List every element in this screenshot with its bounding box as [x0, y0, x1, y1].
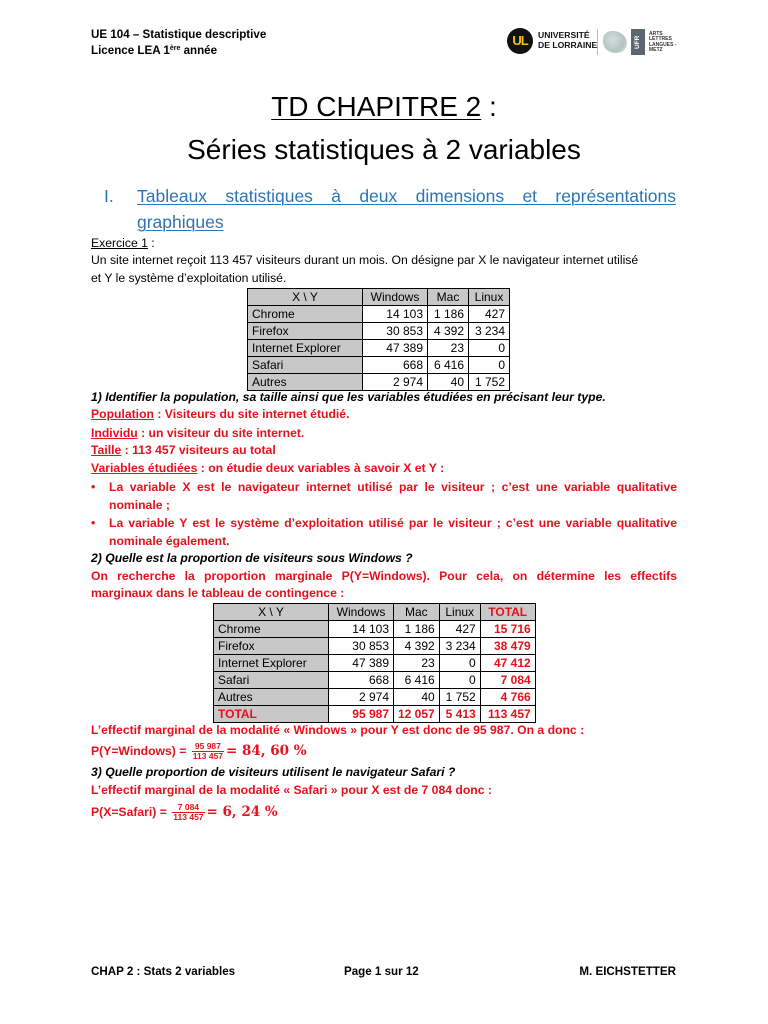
table-row: Chrome 14 103 1 186 427 15 716	[214, 621, 536, 638]
logo-divider	[597, 29, 598, 55]
table-total-row: TOTAL 95 987 12 057 5 413 113 457	[214, 706, 536, 723]
page-subtitle: Séries statistiques à 2 variables	[187, 134, 581, 165]
faculty-name: ARTS LETTRES LANGUES - METZ	[649, 31, 677, 54]
windows-marginal-text: L’effectif marginal de la modalité « Windows » pour Y est donc de 95 987. On a donc :	[91, 723, 585, 737]
table-row: Chrome 14 103 1 186 427	[248, 306, 510, 323]
section-number: I.	[104, 186, 114, 206]
ufr-badge: UFR	[631, 29, 645, 55]
bullet-icon: •	[91, 480, 96, 494]
page-title: TD CHAPITRE 2 :	[271, 91, 497, 122]
table-row: Autres 2 974 40 1 752	[248, 374, 510, 391]
ul-logo-icon: UL	[507, 28, 533, 54]
course-level: Licence LEA 1ère année	[91, 44, 218, 57]
footer-chapter: CHAP 2 : Stats 2 variables	[91, 965, 236, 978]
contingency-table	[247, 288, 510, 391]
exercise-intro-line1: Un site internet reçoit 113 457 visiteurs durant un mois. On désigne par X le navigateur internet utilisé	[91, 253, 639, 267]
safari-proportion-formula: P(X=Safari) = $\frac{7 084}{113 457}$ = 6, 24 %	[91, 802, 278, 823]
table-row: Internet Explorer 47 389 23 0	[248, 340, 510, 357]
footer-page-number: Page 1 sur 12	[344, 965, 419, 978]
safari-marginal-text: L’effectif marginal de la modalité « Safari » pour X est de 7 084 donc :	[91, 783, 492, 797]
exercise-intro-line2: et Y le système d’exploitation utilisé.	[91, 271, 287, 285]
university-name: UNIVERSITÉ DE LORRAINE	[538, 30, 598, 50]
footer-author: M. EICHSTETTER	[579, 965, 676, 978]
population-answer: Population : Visiteurs du site internet étudié.	[91, 407, 350, 421]
question-1: 1) Identifier la population, sa taille ainsi que les variables étudiées en précisant leur type.	[91, 390, 606, 404]
table-row: Internet Explorer 47 389 23 0 47 412	[214, 655, 536, 672]
exercise-label: Exercice 1 :	[91, 236, 155, 250]
course-name: UE 104 – Statistique descriptive	[91, 28, 267, 41]
fraction: $\frac{95 987}{113 457}$	[192, 741, 224, 762]
windows-proportion-formula: P(Y=Windows) = $\frac{95 987}{113 457}$ = 84, 60 %	[91, 741, 307, 762]
taille-answer: Taille : 113 457 visiteurs au total	[91, 443, 276, 457]
table-header-row: X \ Y Windows Mac Linux	[248, 289, 510, 306]
table-row: Autres 2 974 40 1 752 4 766	[214, 689, 536, 706]
variables-answer: Variables étudiées : on étudie deux variables à savoir X et Y :	[91, 461, 445, 475]
page-header-left	[91, 27, 266, 59]
question-2: 2) Quelle est la proportion de visiteurs sous Windows ?	[91, 551, 413, 565]
table-row: Firefox 30 853 4 392 3 234 38 479	[214, 638, 536, 655]
individu-answer: Individu : un visiteur du site internet.	[91, 426, 305, 440]
section-title: Tableaux statistiques à deux dimensions et représentations graphiques	[137, 186, 676, 232]
question-2-answer-line2: marginaux dans le tableau de contingence :	[91, 586, 345, 600]
question-2-answer-line1: On recherche la proportion marginale P(Y=Windows). Pour cela, on détermine les effectifs	[91, 569, 677, 583]
table-row: Safari 668 6 416 0 7 084	[214, 672, 536, 689]
table-header-row: X \ Y Windows Mac Linux TOTAL	[214, 604, 536, 621]
contingency-table-with-totals	[213, 603, 536, 723]
bullet-icon: •	[91, 516, 96, 530]
question-3: 3) Quelle proportion de visiteurs utilisent le navigateur Safari ?	[91, 765, 456, 779]
table-row: Firefox 30 853 4 392 3 234	[248, 323, 510, 340]
leaf-logo-icon	[603, 31, 627, 53]
document-page: UE 104 – Statistique descriptive Licence LEA 1ère année UL UNIVERSITÉ DE LORRAINE UFR ARTS LETTRES LANGUES - METZ TD CHAPITRE 2 : Séries statistiques à 2 variables I. Tableaux statistiques à deux dimensions et représentations graphiques Exercice 1 : Un site internet reçoit 113 457 visiteurs durant un mois. On désigne par X le navigateur internet utilisé et Y le système d’exploitation utilisé. X \ Y Windows Mac Linux Chrome 14 103 1 186 427 Firefox 30 853 4 392 3 234 Internet Explorer 47 389 23 0 Safari 668 6 416 0 Autres 2 974 40 1 752 1) Identifier la population, sa taille ainsi que les variables étudiées en précisant leur type. Population : Visiteurs du site internet étudié. Individu : un visiteur du site internet. Taille : 113 457 visiteurs au total Variables étudiées : on étudie deux variables à savoir X et Y : • La variable X est le navigateur internet utilisé par le visiteur ; c’est une variable qualitative nominale ; • La variable Y est le système d’exploitation utilisé par le visiteur ; c’est une variable qualitative nominale également. 2) Quelle est la proportion de visiteurs sous Windows ? On recherche la proportion marginale P(Y=Windows). Pour cela, on détermine les effectifs marginaux dans le tableau de contingence : X \ Y Windows Mac Linux TOTAL Chrome 14 103 1 186 427 15 716 Firefox 30 853 4 392 3 234 38 479 Internet Explorer 47 389 23 0 47 412 Safari 668 6 416 0 7 084 Autres 2 974 40 1 752 4 766 TOTAL 95 987 12 057 5 413 113 457 L’effectif marginal de la modalité « Windows » pour Y est donc de 95 987. On a donc : P(Y=Windows) = $\frac{95 987}{113 457}$ = 84, 60 % 3) Quelle proportion de visiteurs utilisent le navigateur Safari ? L’effectif marginal de la modalité « Safari » pour X est de 7 084 donc : P(X=Safari) = $\frac{7 084}{113 457}$ = 6, 24 % CHAP 2 : Stats 2 variables Page 1 sur 12 M. EICHSTETTER	[0, 0, 768, 1024]
university-logo	[507, 26, 677, 58]
table-row: Safari 668 6 416 0	[248, 357, 510, 374]
fraction: $\frac{7 084}{113 457}$	[173, 802, 204, 823]
